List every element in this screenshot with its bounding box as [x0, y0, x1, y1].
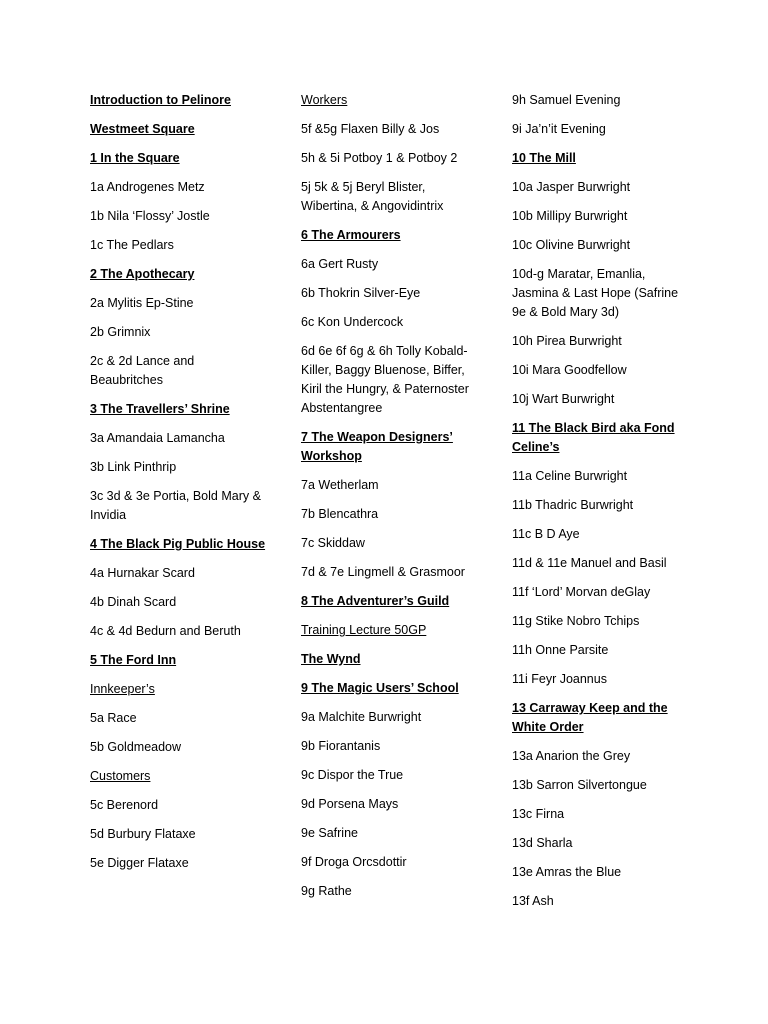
section-heading: 8 The Adventurer’s Guild [301, 594, 450, 608]
list-item: 1b Nila ‘Flossy’ Jostle [90, 209, 210, 223]
list-item: 9e Safrine [301, 826, 358, 840]
list-item: 13e Amras the Blue [512, 865, 622, 879]
list-item: 11b Thadric Burwright [512, 498, 634, 512]
section-heading: 6 The Armourers [301, 228, 401, 242]
list-item: 13b Sarron Silvertongue [512, 778, 647, 792]
section-heading: Westmeet Square [90, 122, 195, 136]
section-heading: Innkeeper’s [90, 682, 155, 696]
list-item: 11a Celine Burwright [512, 469, 628, 483]
list-item: 9g Rathe [301, 884, 352, 898]
section-heading: Training Lecture 50GP [301, 623, 427, 637]
list-item: 5a Race [90, 711, 137, 725]
section-heading: Customers [90, 769, 151, 783]
list-item: 13d Sharla [512, 836, 573, 850]
section-heading: Introduction to Pelinore [90, 93, 231, 107]
list-item: 5f &5g Flaxen Billy & Jos [301, 122, 440, 136]
list-item: 11h Onne Parsite [512, 643, 609, 657]
list-item: 9d Porsena Mays [301, 797, 399, 811]
list-item: 2c & 2d Lance and Beaubritches [90, 354, 195, 387]
list-item: 5d Burbury Flataxe [90, 827, 196, 841]
list-item: 6d 6e 6f 6g & 6h Tolly Kobald-Killer, Baggy Bluenose, Biffer, Kiril the Hungry, & Paternoster Abstentangree [301, 344, 469, 415]
list-item: 7c Skiddaw [301, 536, 365, 550]
column-3 [512, 91, 692, 921]
list-item: 9h Samuel Evening [512, 93, 621, 107]
list-item: 11c B D Aye [512, 527, 580, 541]
list-item: 2a Mylitis Ep-Stine [90, 296, 194, 310]
section-heading: 2 The Apothecary [90, 267, 195, 281]
list-item: 7b Blencathra [301, 507, 379, 521]
section-heading: Workers [301, 93, 348, 107]
section-heading: 3 The Travellers’ Shrine [90, 402, 230, 416]
column-2 [301, 91, 481, 911]
section-heading: 13 Carraway Keep and the White Order [512, 701, 668, 734]
section-heading: 9 The Magic Users’ School [301, 681, 459, 695]
list-item: 7d & 7e Lingmell & Grasmoor [301, 565, 465, 579]
list-item: 4b Dinah Scard [90, 595, 177, 609]
list-item: 4c & 4d Bedurn and Beruth [90, 624, 241, 638]
list-item: 13f Ash [512, 894, 554, 908]
list-item: 10h Pirea Burwright [512, 334, 622, 348]
list-item: 9i Ja’n’it Evening [512, 122, 606, 136]
list-item: 9a Malchite Burwright [301, 710, 422, 724]
section-heading: 11 The Black Bird aka Fond Celine’s [512, 421, 675, 454]
list-item: 11d & 11e Manuel and Basil [512, 556, 667, 570]
section-heading: 7 The Weapon Designers’ Workshop [301, 430, 453, 463]
list-item: 7a Wetherlam [301, 478, 379, 492]
list-item: 3a Amandaia Lamancha [90, 431, 225, 445]
list-item: 11i Feyr Joannus [512, 672, 607, 686]
list-item: 5e Digger Flataxe [90, 856, 189, 870]
list-item: 4a Hurnakar Scard [90, 566, 195, 580]
list-item: 5h & 5i Potboy 1 & Potboy 2 [301, 151, 458, 165]
list-item: 10c Olivine Burwright [512, 238, 631, 252]
list-item: 2b Grimnix [90, 325, 151, 339]
list-item: 5b Goldmeadow [90, 740, 182, 754]
list-item: 11f ‘Lord’ Morvan deGlay [512, 585, 651, 599]
list-item: 10j Wart Burwright [512, 392, 615, 406]
column-1 [90, 91, 270, 883]
list-item: 1c The Pedlars [90, 238, 174, 252]
list-item: 10d-g Maratar, Emanlia, Jasmina & Last Hope (Safrine 9e & Bold Mary 3d) [512, 267, 679, 319]
list-item: 3b Link Pinthrip [90, 460, 177, 474]
section-heading: 1 In the Square [90, 151, 180, 165]
list-item: 11g Stike Nobro Tchips [512, 614, 640, 628]
list-item: 13a Anarion the Grey [512, 749, 631, 763]
list-item: 9b Fiorantanis [301, 739, 381, 753]
list-item: 5c Berenord [90, 798, 159, 812]
list-item: 5j 5k & 5j Beryl Blister, Wibertina, & Angovidintrix [301, 180, 444, 213]
list-item: 10b Millipy Burwright [512, 209, 628, 223]
list-item: 1a Androgenes Metz [90, 180, 205, 194]
section-heading: 5 The Ford Inn [90, 653, 177, 667]
list-item: 10a Jasper Burwright [512, 180, 631, 194]
list-item: 9c Dispor the True [301, 768, 404, 782]
section-heading: The Wynd [301, 652, 361, 666]
section-heading: 4 The Black Pig Public House [90, 537, 266, 551]
list-item: 13c Firna [512, 807, 565, 821]
list-item: 9f Droga Orcsdottir [301, 855, 407, 869]
list-item: 6a Gert Rusty [301, 257, 379, 271]
section-heading: 10 The Mill [512, 151, 576, 165]
list-item: 6c Kon Undercock [301, 315, 404, 329]
list-item: 10i Mara Goodfellow [512, 363, 627, 377]
list-item: 6b Thokrin Silver-Eye [301, 286, 421, 300]
list-item: 3c 3d & 3e Portia, Bold Mary & Invidia [90, 489, 261, 522]
